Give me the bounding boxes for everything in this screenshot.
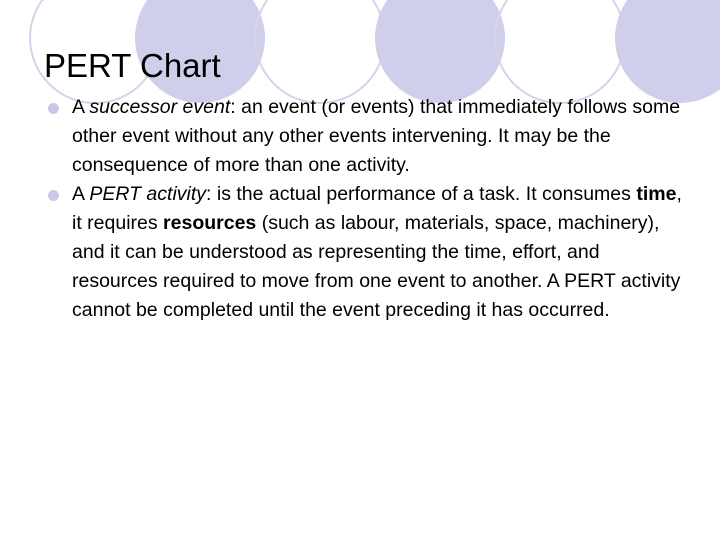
bullet-lead: A <box>72 96 90 118</box>
bullet-dot-icon <box>48 190 59 201</box>
bullet-item <box>48 93 688 180</box>
keyword-time: time <box>636 183 677 205</box>
bullet-item <box>48 180 688 325</box>
bullet-text <box>72 93 688 180</box>
term-pert-activity: PERT activity <box>89 183 207 205</box>
keyword-resources: resources <box>163 212 257 234</box>
bullet-body: : an event (or events) that immediately follows some other event without any other events intervening. It may be the consequence of more than one activity. <box>72 96 681 176</box>
deco-circle-outline <box>495 0 625 103</box>
deco-circle-filled <box>615 0 720 103</box>
bullet-lead: A <box>72 183 90 205</box>
term-successor-event: successor event <box>89 96 231 118</box>
bullet-body: : is the actual performance of a task. It consumes <box>206 183 637 205</box>
deco-circle-filled <box>375 0 505 103</box>
bullet-text <box>72 180 688 325</box>
bullet-dot-icon <box>48 103 59 114</box>
bullet-body: (such as labour, materials, space, machinery), and it can be understood as representing the time, effort, and resources required to move from one event to another. A PERT activity cannot be completed until the event preceding it has occurred. <box>72 212 681 321</box>
bullet-list <box>48 93 688 325</box>
bullet-body: , it requires <box>72 183 682 234</box>
slide-title: PERT Chart <box>44 47 221 84</box>
deco-circle-outline <box>255 0 385 103</box>
